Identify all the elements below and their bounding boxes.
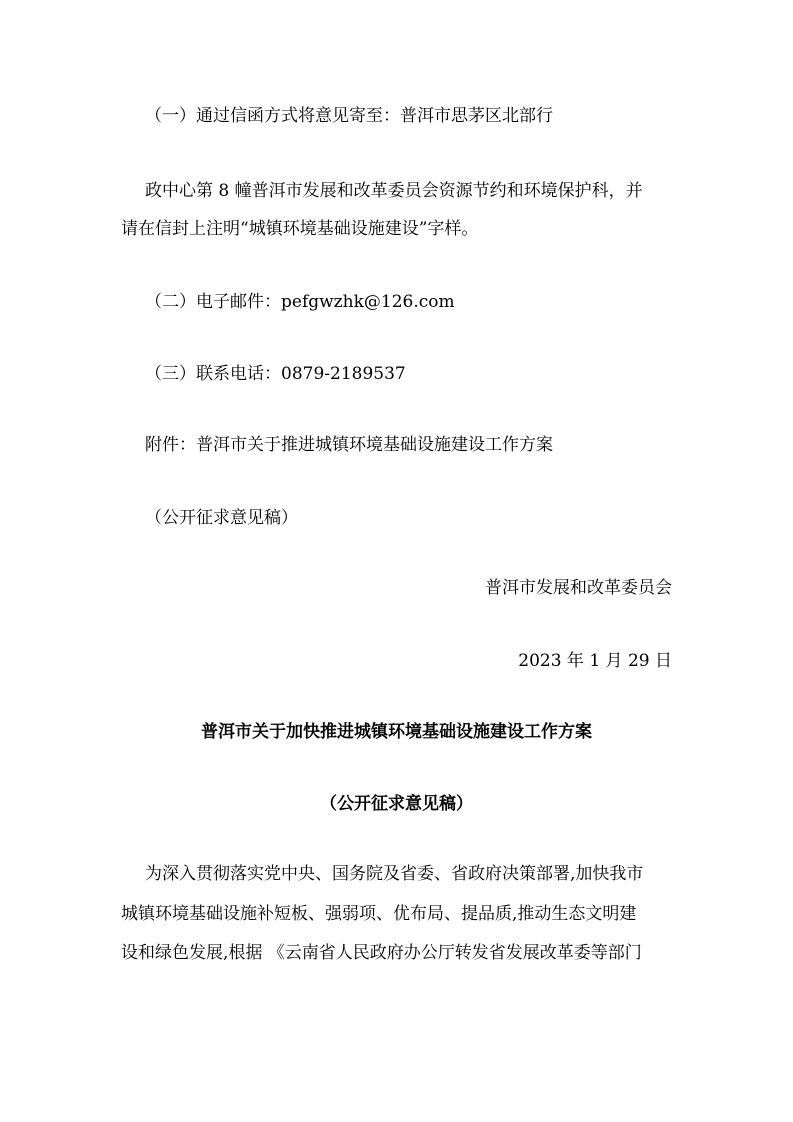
paragraph-attachment: 附件：普洱市关于推进城镇环境基础设施建设工作方案 bbox=[145, 435, 553, 455]
signature-org: 普洱市发展和改革委员会 bbox=[485, 578, 672, 598]
paragraph-draft-note: （公开征求意见稿） bbox=[145, 508, 298, 528]
attachment-body-line-1: 为深入贯彻落实党中央、国务院及省委、省政府决策部署,加快我市 bbox=[145, 864, 644, 884]
attachment-title: 普洱市关于加快推进城镇环境基础设施建设工作方案 bbox=[201, 722, 592, 742]
paragraph-mail-address: （一）通过信函方式将意见寄至：普洱市思茅区北部行 bbox=[145, 106, 553, 126]
attachment-subtitle: （公开征求意见稿） bbox=[320, 794, 473, 814]
signature-date: 2023 年 1 月 29 日 bbox=[518, 651, 672, 671]
attachment-body-line-2: 城镇环境基础设施补短板、强弱项、优布局、提品质,推动生态文明建 bbox=[121, 904, 637, 924]
paragraph-mail-address-cont-1: 政中心第 8 幢普洱市发展和改革委员会资源节约和环境保护科，并 bbox=[145, 181, 643, 201]
paragraph-phone: （三）联系电话：0879-2189537 bbox=[145, 364, 406, 384]
attachment-body-line-3: 设和绿色发展,根据 《云南省人民政府办公厅转发省发展改革委等部门 bbox=[121, 943, 642, 963]
paragraph-mail-address-cont-2: 请在信封上注明“城镇环境基础设施建设”字样。 bbox=[121, 219, 479, 239]
paragraph-email: （二）电子邮件：pefgwzhk@126.com bbox=[145, 292, 455, 312]
